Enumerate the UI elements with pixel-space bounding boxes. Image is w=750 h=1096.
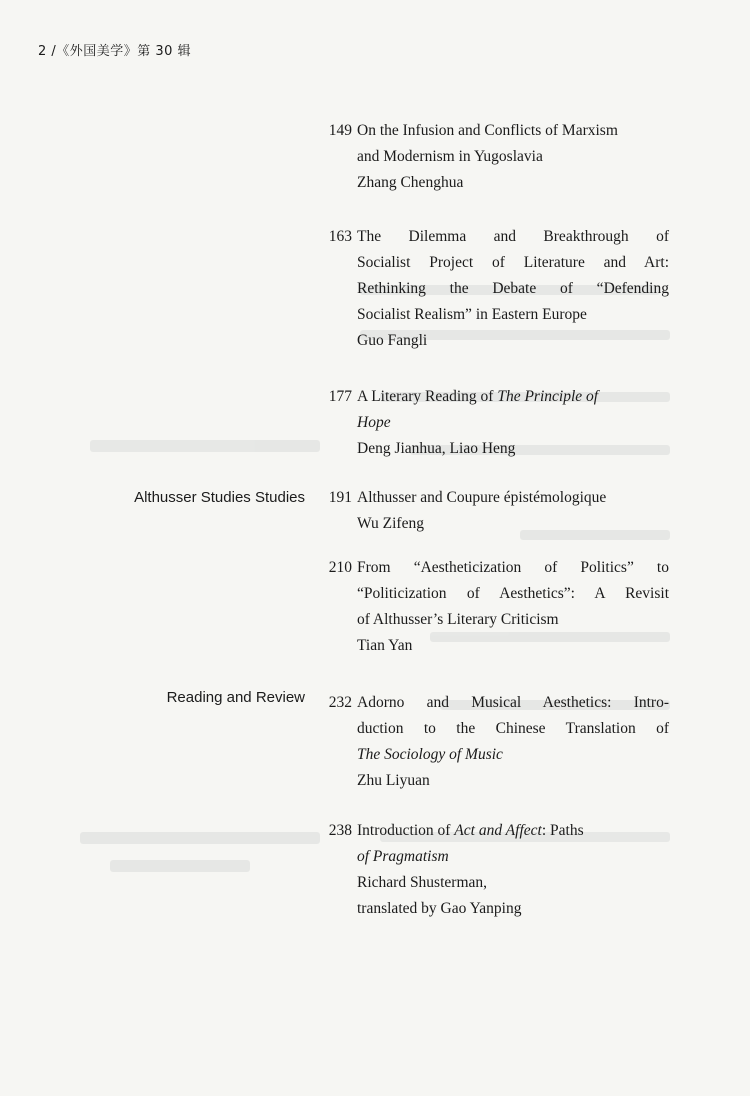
- entry-title-line: The Dilemma and Breakthrough of: [357, 228, 669, 245]
- section-label-althusser: Althusser Studies Studies: [134, 489, 305, 506]
- ghost-mark: [90, 440, 320, 452]
- page-number: 177: [328, 388, 352, 405]
- entry-title-italic-line: Hope: [357, 414, 391, 431]
- entry-title-line: Adorno and Musical Aesthetics: Intro-: [357, 694, 669, 711]
- page-number: 163: [328, 228, 352, 245]
- entry-title-italic-line: The Sociology of Music: [357, 746, 503, 763]
- ghost-mark: [110, 860, 250, 872]
- entry-author: Zhu Liyuan: [357, 772, 430, 789]
- ghost-mark: [80, 832, 320, 844]
- entry-title-line: “Politicization of Aesthetics”: A Revisit: [357, 585, 669, 602]
- entry-author: Tian Yan: [357, 637, 413, 654]
- entry-title-text: : Paths: [541, 822, 584, 839]
- entry-body: [357, 384, 669, 462]
- entry-author: Deng Jianhua, Liao Heng: [357, 440, 516, 457]
- page-number: 232: [328, 694, 352, 711]
- entry-title-text: Introduction of: [357, 822, 455, 839]
- entry-title-line: [357, 818, 669, 844]
- section-label-reading-review: Reading and Review: [166, 689, 305, 706]
- entry-title-italic-line: of Pragmatism: [357, 848, 449, 865]
- entry-body: [357, 818, 669, 922]
- entry-author: Zhang Chenghua: [357, 174, 464, 191]
- entry-translator: translated by Gao Yanping: [357, 900, 522, 917]
- entry-author: Richard Shusterman,: [357, 874, 488, 891]
- page-number: 210: [328, 559, 352, 576]
- entry-title-text: A Literary Reading of: [357, 388, 498, 405]
- entry-title-line: [357, 384, 669, 410]
- entry-body: [357, 118, 669, 196]
- entry-title-italic: The Principle of: [497, 388, 599, 405]
- running-header: 2 /《外国美学》第 30 辑: [38, 44, 192, 59]
- entry-title-line: duction to the Chinese Translation of: [357, 720, 669, 737]
- entry-title-line: Socialist Realism” in Eastern Europe: [357, 306, 587, 323]
- page-number: 191: [328, 489, 352, 506]
- entry-author: Wu Zifeng: [357, 515, 424, 532]
- entry-title-line: Althusser and Coupure épistémologique: [357, 489, 607, 506]
- entry-body: [357, 224, 669, 354]
- entry-author: Guo Fangli: [357, 332, 428, 349]
- entry-body: [357, 485, 669, 537]
- entry-body: [357, 690, 669, 794]
- entry-body: [357, 555, 669, 659]
- page-number: 238: [328, 822, 352, 839]
- entry-title-line: and Modernism in Yugoslavia: [357, 148, 543, 165]
- entry-title-line: Socialist Project of Literature and Art:: [357, 254, 669, 271]
- entry-title-line: of Althusser’s Literary Criticism: [357, 611, 559, 628]
- entry-title-line: Rethinking the Debate of “Defending: [357, 280, 669, 297]
- entry-title-italic: Act and Affect: [454, 822, 542, 839]
- entry-title-line: From “Aestheticization of Politics” to: [357, 559, 669, 576]
- page-number: 149: [328, 122, 352, 139]
- entry-title-line: On the Infusion and Conflicts of Marxism: [357, 122, 618, 139]
